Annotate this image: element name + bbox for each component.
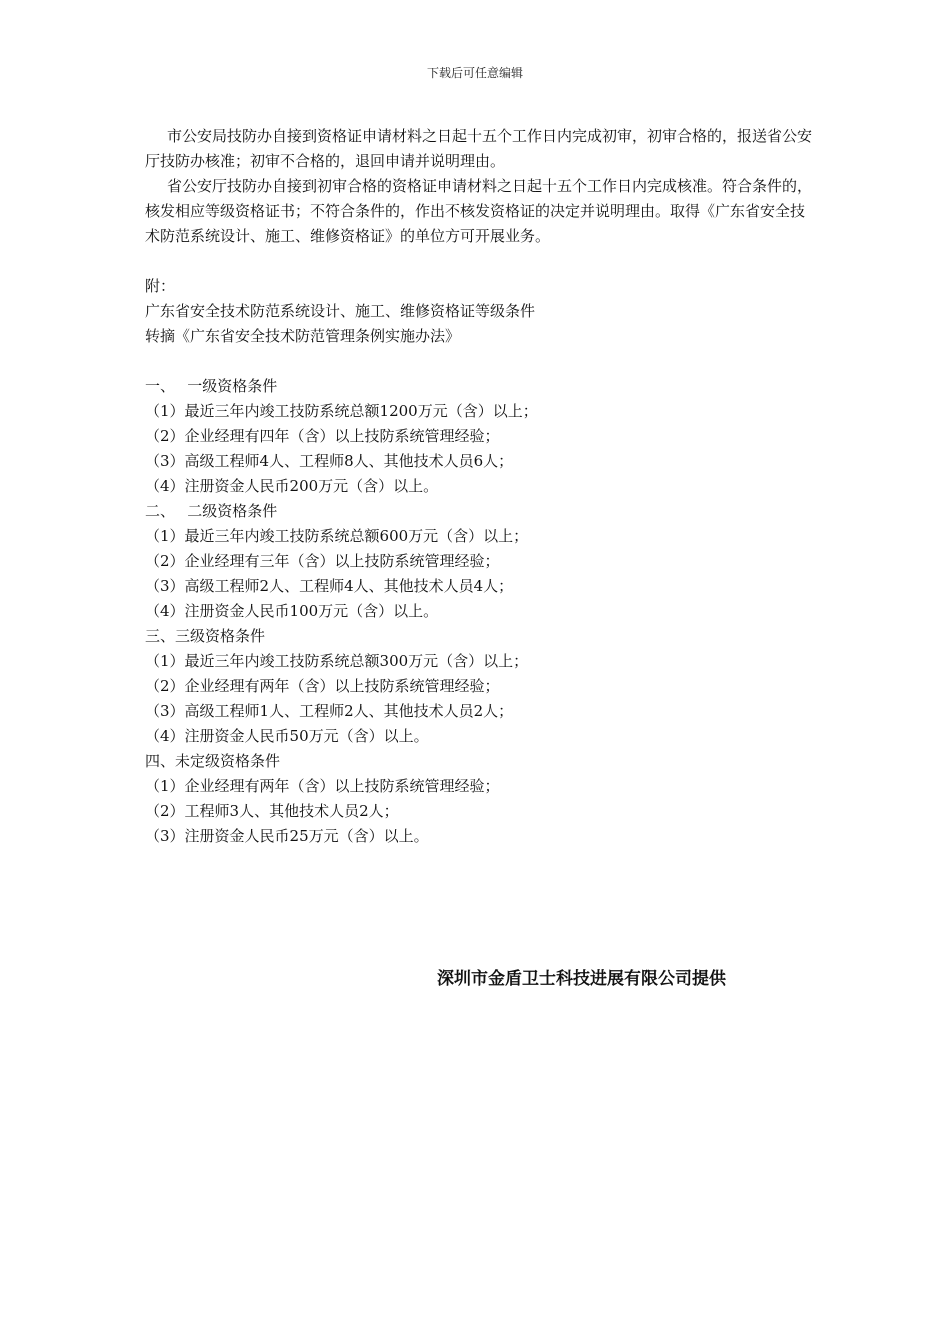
paragraph-preliminary-review: 市公安局技防办自接到资格证申请材料之日起十五个工作日内完成初审，初审合格的，报送省公安厅技防办核准；初审不合格的，退回申请并说明理由。 [145,127,813,170]
list-item: （3）高级工程师2人、工程师4人、其他技术人员4人； [145,577,514,595]
appendix-label: 附： [145,277,176,295]
section-heading: 一、 一级资格条件 [145,377,278,395]
list-item: （2）工程师3人、其他技术人员2人； [145,802,399,820]
download-note: 下载后可任意编辑 [426,66,523,80]
list-item: （2）企业经理有四年（含）以上技防系统管理经验； [145,427,500,445]
list-item: （1）最近三年内竣工技防系统总额1200万元（含）以上； [145,402,538,420]
section-level-1 [145,374,815,499]
section-heading: 四、未定级资格条件 [145,752,281,770]
section-heading: 三、三级资格条件 [145,627,266,645]
list-item: （2）企业经理有三年（含）以上技防系统管理经验； [145,552,500,570]
spacer [145,249,815,274]
paragraph-final-approval: 省公安厅技防办自接到初审合格的资格证申请材料之日起十五个工作日内完成核准。符合条件的，核发相应等级资格证书；不符合条件的，作出不核发资格证的决定并说明理由。取得《广东省安全技术防范系统设计、施工、维修资格证》的单位方可开展业务。 [145,177,813,245]
list-item: （2）企业经理有两年（含）以上技防系统管理经验； [145,677,500,695]
section-unrated [145,749,815,849]
list-item: （1）企业经理有两年（含）以上技防系统管理经验； [145,777,500,795]
list-item: （3）高级工程师4人、工程师8人、其他技术人员6人； [145,452,514,470]
document-body [145,124,815,849]
list-item: （3）注册资金人民币25万元（含）以上。 [145,827,429,845]
section-heading: 二、 二级资格条件 [145,502,278,520]
section-level-3 [145,624,815,749]
list-item: （4）注册资金人民币100万元（含）以上。 [145,602,439,620]
appendix-title: 广东省安全技术防范系统设计、施工、维修资格证等级条件 [145,302,536,320]
list-item: （1）最近三年内竣工技防系统总额300万元（含）以上； [145,652,529,670]
list-item: （3）高级工程师1人、工程师2人、其他技术人员2人； [145,702,514,720]
list-item: （4）注册资金人民币50万元（含）以上。 [145,727,429,745]
list-item: （4）注册资金人民币200万元（含）以上。 [145,477,439,495]
list-item: （1）最近三年内竣工技防系统总额600万元（含）以上； [145,527,529,545]
appendix-source: 转摘《广东省安全技术防范管理条例实施办法》 [145,327,461,345]
company-credit: 深圳市金盾卫士科技进展有限公司提供 [437,969,726,989]
spacer [145,349,815,374]
section-level-2 [145,499,815,624]
